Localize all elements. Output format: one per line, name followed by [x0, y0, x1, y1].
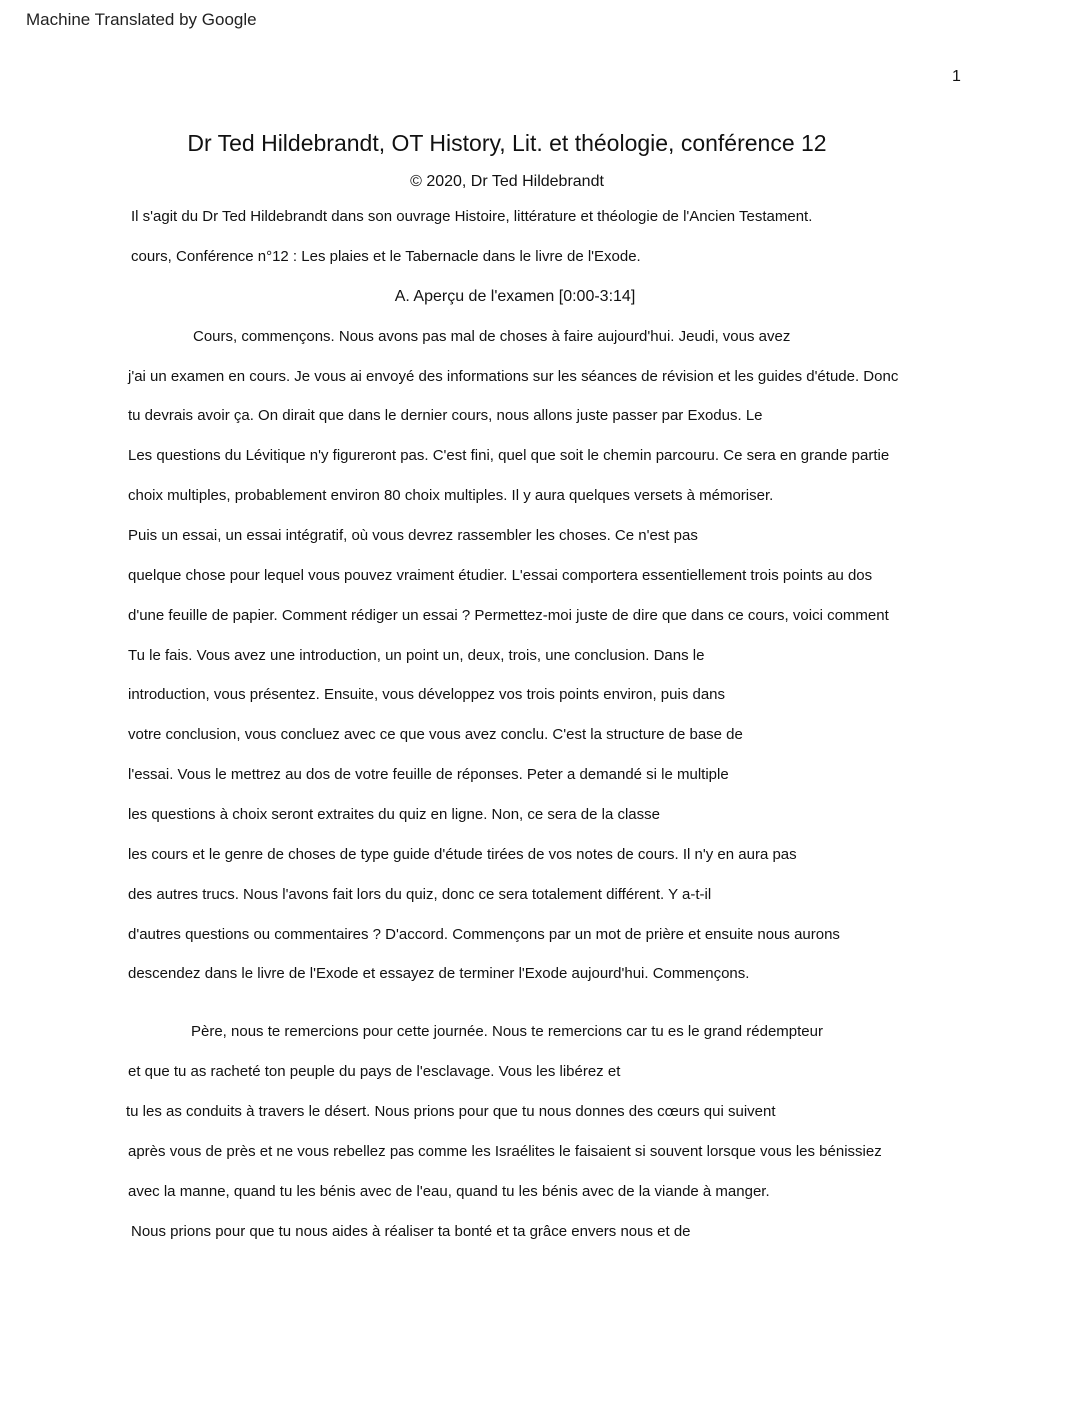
text-line: avec la manne, quand tu les bénis avec de l'eau, quand tu les bénis avec de la viande à manger.: [128, 1183, 770, 1200]
machine-translation-banner: Machine Translated by Google: [26, 10, 257, 29]
text-line: Puis un essai, un essai intégratif, où vous devrez rassembler les choses. Ce n'est pas: [128, 527, 698, 544]
text-line: d'autres questions ou commentaires ? D'accord. Commençons par un mot de prière et ensuite nous aurons: [128, 926, 840, 943]
section-heading: A. Aperçu de l'examen [0:00-3:14]: [394, 288, 636, 305]
copyright-line: © 2020, Dr Ted Hildebrandt: [410, 173, 604, 190]
text-line: l'essai. Vous le mettrez au dos de votre feuille de réponses. Peter a demandé si le multiple: [128, 766, 729, 783]
page-number: 1: [952, 68, 961, 85]
text-line: des autres trucs. Nous l'avons fait lors du quiz, donc ce sera totalement différent. Y a-t-il: [128, 886, 712, 903]
text-line: votre conclusion, vous concluez avec ce que vous avez conclu. C'est la structure de base de: [128, 726, 743, 743]
text-line: tu devrais avoir ça. On dirait que dans le dernier cours, nous allons juste passer par Exodus. Le: [128, 407, 763, 424]
intro-line: Il s'agit du Dr Ted Hildebrandt dans son ouvrage Histoire, littérature et théologie de l'Ancien Testament.: [131, 208, 813, 225]
document-title: Dr Ted Hildebrandt, OT History, Lit. et théologie, conférence 12: [187, 130, 827, 156]
text-line: Nous prions pour que tu nous aides à réaliser ta bonté et ta grâce envers nous et de: [131, 1223, 691, 1240]
text-line: les questions à choix seront extraites du quiz en ligne. Non, ce sera de la classe: [128, 806, 660, 823]
text-line: d'une feuille de papier. Comment rédiger un essai ? Permettez-moi juste de dire que dans ce cours, voici comment: [128, 607, 889, 624]
text-line: les cours et le genre de choses de type guide d'étude tirées de vos notes de cours. Il n'y en aura pas: [128, 846, 797, 863]
text-line: et que tu as racheté ton peuple du pays de l'esclavage. Vous les libérez et: [128, 1063, 621, 1080]
text-line: descendez dans le livre de l'Exode et essayez de terminer l'Exode aujourd'hui. Commençons.: [128, 965, 750, 982]
text-line: choix multiples, probablement environ 80 choix multiples. Il y aura quelques versets à mémoriser.: [128, 487, 774, 504]
text-line: Les questions du Lévitique n'y figureront pas. C'est fini, quel que soit le chemin parcouru. Ce sera en grande partie: [128, 447, 890, 464]
text-line: Cours, commençons. Nous avons pas mal de choses à faire aujourd'hui. Jeudi, vous avez: [193, 328, 791, 345]
text-line: après vous de près et ne vous rebellez pas comme les Israélites le faisaient si souvent lorsque vous les bénissiez: [128, 1143, 882, 1160]
text-line: tu les as conduits à travers le désert. Nous prions pour que tu nous donnes des cœurs qui suivent: [126, 1103, 776, 1120]
text-line: Tu le fais. Vous avez une introduction, un point un, deux, trois, une conclusion. Dans le: [128, 647, 705, 664]
text-line: quelque chose pour lequel vous pouvez vraiment étudier. L'essai comportera essentiellement trois points au dos: [128, 567, 873, 584]
text-line: introduction, vous présentez. Ensuite, vous développez vos trois points environ, puis dans: [128, 686, 726, 703]
intro-line: cours, Conférence n°12 : Les plaies et le Tabernacle dans le livre de l'Exode.: [131, 248, 641, 265]
text-line: Père, nous te remercions pour cette journée. Nous te remercions car tu es le grand rédempteur: [191, 1023, 823, 1040]
text-line: j'ai un examen en cours. Je vous ai envoyé des informations sur les séances de révision et les guides d'étude. Donc: [128, 368, 899, 385]
